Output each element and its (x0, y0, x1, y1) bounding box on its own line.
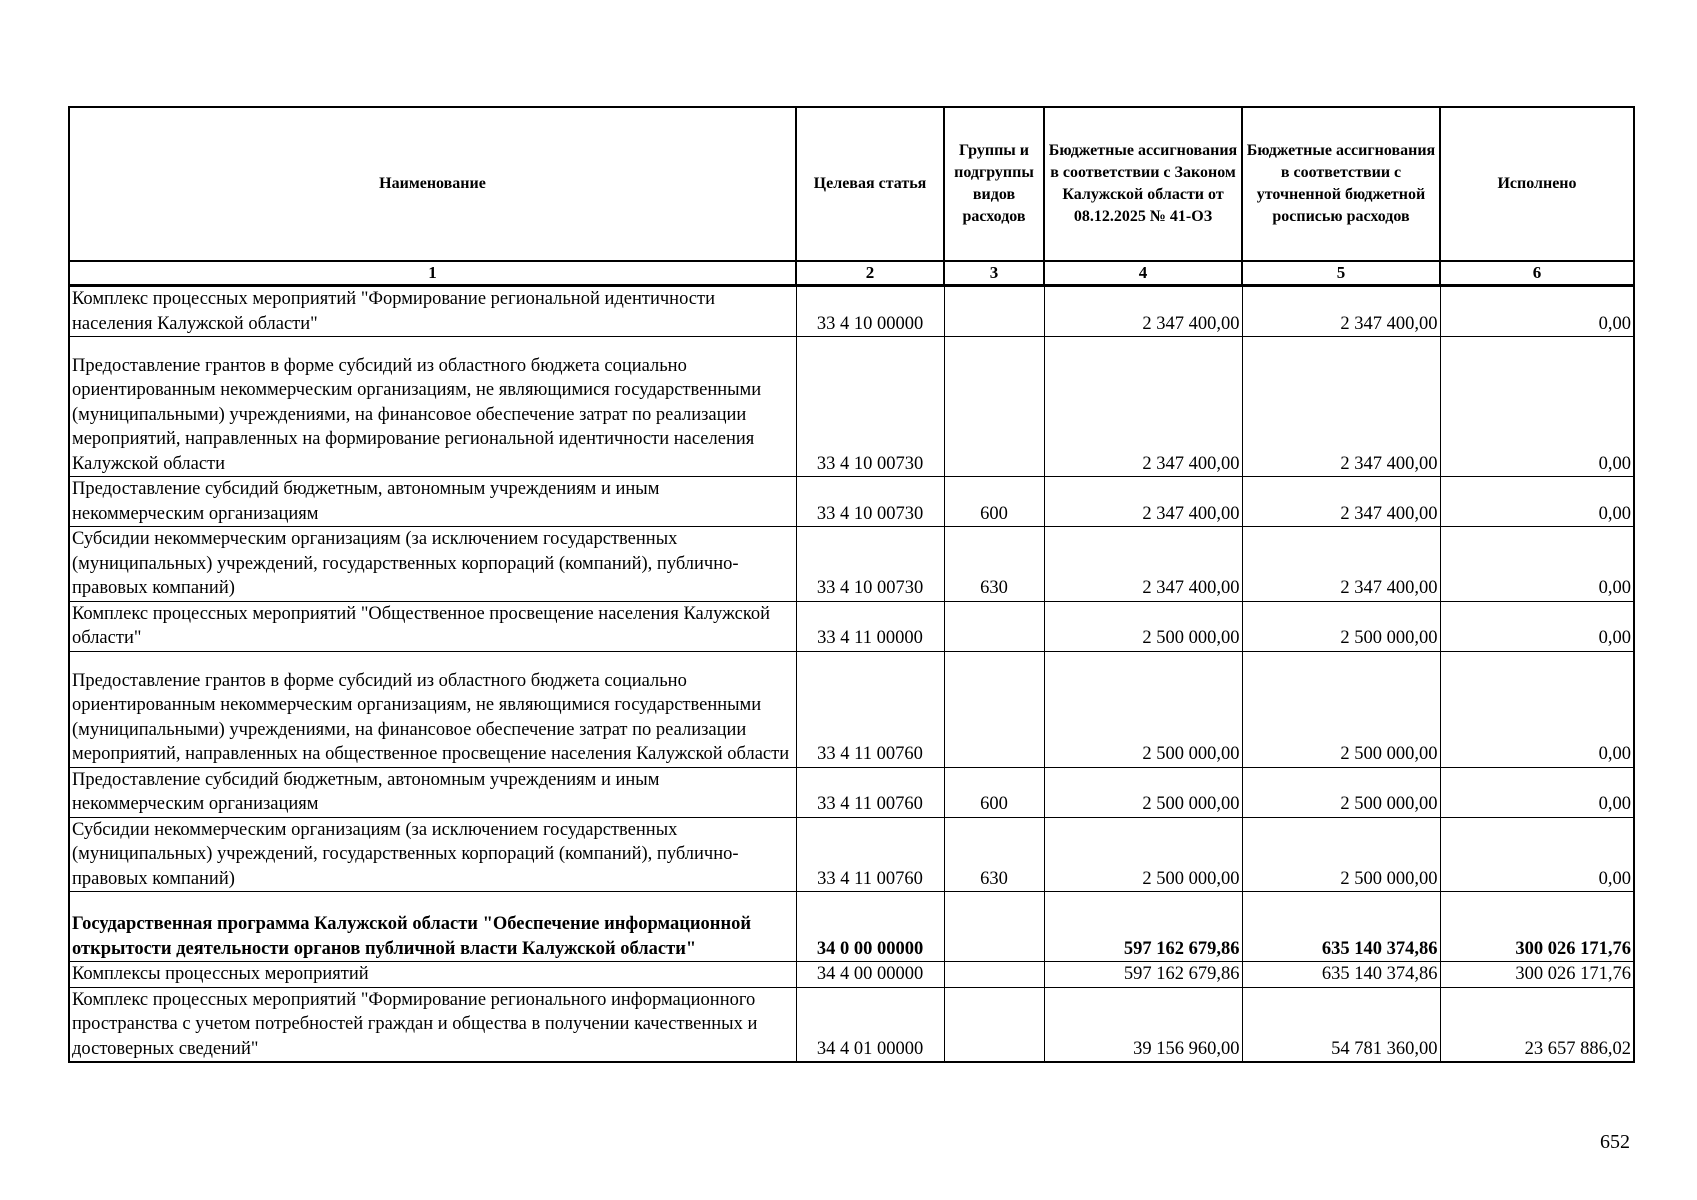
row-name: Комплекс процессных мероприятий "Общественное просвещение населения Калужской области" (69, 601, 796, 651)
row-target-article: 33 4 11 00760 (796, 817, 944, 892)
table-row (69, 987, 1634, 1062)
row-law-allocation: 2 500 000,00 (1044, 651, 1242, 767)
row-target-article: 33 4 10 00730 (796, 477, 944, 527)
row-name: Предоставление субсидий бюджетным, автономным учреждениям и иным некоммерческим организациям (69, 477, 796, 527)
row-refined-allocation: 2 500 000,00 (1242, 767, 1440, 817)
row-name: Субсидии некоммерческим организациям (за исключением государственных (муниципальных) учреждений, государственных корпораций (компаний), публично-правовых компаний) (69, 817, 796, 892)
row-refined-allocation: 635 140 374,86 (1242, 892, 1440, 962)
row-expense-group (944, 892, 1044, 962)
column-number-row (69, 261, 1634, 286)
table-row (69, 286, 1634, 337)
table-row (69, 527, 1634, 602)
row-target-article: 33 4 11 00760 (796, 767, 944, 817)
row-executed: 0,00 (1440, 817, 1634, 892)
budget-table-sheet (68, 106, 1633, 1063)
row-executed: 300 026 171,76 (1440, 892, 1634, 962)
row-law-allocation: 2 347 400,00 (1044, 286, 1242, 337)
column-number: 4 (1044, 261, 1242, 286)
header-name: Наименование (69, 107, 796, 261)
row-executed: 0,00 (1440, 527, 1634, 602)
row-law-allocation: 2 500 000,00 (1044, 767, 1242, 817)
row-expense-group: 600 (944, 477, 1044, 527)
row-expense-group: 630 (944, 527, 1044, 602)
header-refined-allocations: Бюджетные ассигнования в соответствии с уточненной бюджетной росписью расходов (1242, 107, 1440, 261)
row-executed: 0,00 (1440, 767, 1634, 817)
row-law-allocation: 39 156 960,00 (1044, 987, 1242, 1062)
row-executed: 0,00 (1440, 601, 1634, 651)
page-number: 652 (1600, 1131, 1630, 1153)
header-law-allocations: Бюджетные ассигнования в соответствии с Законом Калужской области от 08.12.2025 № 41-ОЗ (1044, 107, 1242, 261)
row-target-article: 33 4 11 00760 (796, 651, 944, 767)
table-row (69, 651, 1634, 767)
row-expense-group (944, 286, 1044, 337)
column-number: 2 (796, 261, 944, 286)
table-row (69, 337, 1634, 477)
row-name: Субсидии некоммерческим организациям (за исключением государственных (муниципальных) учреждений, государственных корпораций (компаний), публично-правовых компаний) (69, 527, 796, 602)
header-target-article: Целевая статья (796, 107, 944, 261)
row-refined-allocation: 54 781 360,00 (1242, 987, 1440, 1062)
table-row (69, 477, 1634, 527)
row-name: Комплексы процессных мероприятий (69, 962, 796, 988)
row-refined-allocation: 2 347 400,00 (1242, 337, 1440, 477)
row-name: Предоставление грантов в форме субсидий из областного бюджета социально ориентированным некоммерческим организациям, не являющимися государственными (муниципальными) учреждениями, на финансовое обеспечение затрат по реализации мероприятий, направленных на общественное просвещение населения Калужской области (69, 651, 796, 767)
table-row (69, 601, 1634, 651)
row-target-article: 33 4 10 00730 (796, 527, 944, 602)
row-expense-group (944, 601, 1044, 651)
row-target-article: 34 0 00 00000 (796, 892, 944, 962)
column-number: 3 (944, 261, 1044, 286)
row-executed: 0,00 (1440, 286, 1634, 337)
row-expense-group: 600 (944, 767, 1044, 817)
row-law-allocation: 597 162 679,86 (1044, 962, 1242, 988)
row-executed: 0,00 (1440, 477, 1634, 527)
table-row (69, 817, 1634, 892)
row-name: Комплекс процессных мероприятий "Формирование региональной идентичности населения Калужской области" (69, 286, 796, 337)
row-refined-allocation: 2 347 400,00 (1242, 286, 1440, 337)
header-executed: Исполнено (1440, 107, 1634, 261)
row-executed: 0,00 (1440, 651, 1634, 767)
row-law-allocation: 2 347 400,00 (1044, 337, 1242, 477)
row-refined-allocation: 2 500 000,00 (1242, 651, 1440, 767)
row-refined-allocation: 2 500 000,00 (1242, 601, 1440, 651)
row-executed: 23 657 886,02 (1440, 987, 1634, 1062)
row-expense-group: 630 (944, 817, 1044, 892)
row-law-allocation: 2 500 000,00 (1044, 817, 1242, 892)
row-name: Предоставление грантов в форме субсидий из областного бюджета социально ориентированным некоммерческим организациям, не являющимися государственными (муниципальными) учреждениями, на финансовое обеспечение затрат по реализации мероприятий, направленных на формирование региональной идентичности населения Калужской области (69, 337, 796, 477)
row-name: Комплекс процессных мероприятий "Формирование регионального информационного пространства с учетом потребностей граждан и общества в получении качественных и достоверных сведений" (69, 987, 796, 1062)
table-body (69, 286, 1634, 1063)
table-header-row (69, 107, 1634, 261)
row-target-article: 33 4 10 00730 (796, 337, 944, 477)
row-law-allocation: 2 347 400,00 (1044, 477, 1242, 527)
row-executed: 0,00 (1440, 337, 1634, 477)
row-target-article: 34 4 00 00000 (796, 962, 944, 988)
row-refined-allocation: 635 140 374,86 (1242, 962, 1440, 988)
row-law-allocation: 597 162 679,86 (1044, 892, 1242, 962)
row-expense-group (944, 962, 1044, 988)
table-row (69, 962, 1634, 988)
row-name: Предоставление субсидий бюджетным, автономным учреждениям и иным некоммерческим организациям (69, 767, 796, 817)
row-executed: 300 026 171,76 (1440, 962, 1634, 988)
row-expense-group (944, 987, 1044, 1062)
table-row (69, 767, 1634, 817)
column-number: 1 (69, 261, 796, 286)
row-law-allocation: 2 500 000,00 (1044, 601, 1242, 651)
header-expense-groups: Группы и подгруппы видов расходов (944, 107, 1044, 261)
column-number: 6 (1440, 261, 1634, 286)
budget-table (68, 106, 1635, 1063)
row-law-allocation: 2 347 400,00 (1044, 527, 1242, 602)
row-target-article: 33 4 11 00000 (796, 601, 944, 651)
row-refined-allocation: 2 347 400,00 (1242, 477, 1440, 527)
row-target-article: 34 4 01 00000 (796, 987, 944, 1062)
row-expense-group (944, 651, 1044, 767)
row-target-article: 33 4 10 00000 (796, 286, 944, 337)
row-name: Государственная программа Калужской области "Обеспечение информационной открытости деятельности органов публичной власти Калужской области" (69, 892, 796, 962)
table-row (69, 892, 1634, 962)
row-refined-allocation: 2 500 000,00 (1242, 817, 1440, 892)
row-expense-group (944, 337, 1044, 477)
column-number: 5 (1242, 261, 1440, 286)
row-refined-allocation: 2 347 400,00 (1242, 527, 1440, 602)
